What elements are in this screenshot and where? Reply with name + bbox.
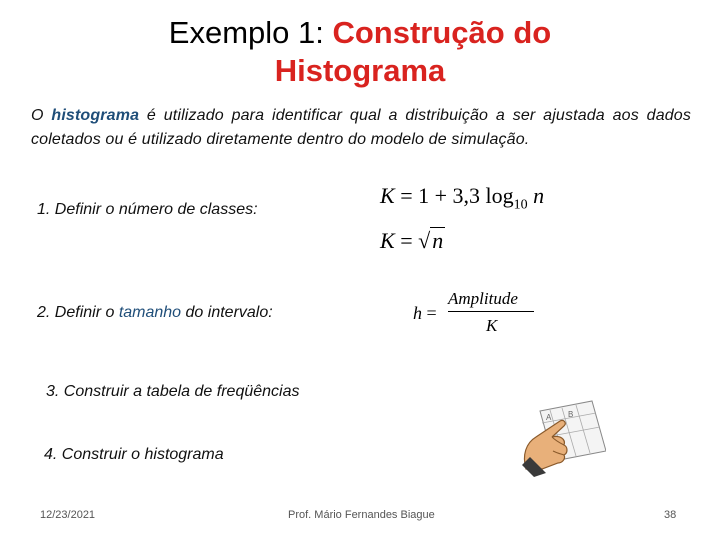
sqrt-icon: √: [418, 228, 431, 253]
formula3-lhs: h: [413, 303, 422, 323]
formula3-denominator: K: [486, 316, 498, 335]
footer-author: Prof. Mário Fernandes Biague: [288, 509, 435, 521]
footer-date: 12/23/2021: [40, 509, 96, 521]
intro-paragraph: [31, 104, 691, 152]
formula2-eq: =: [394, 228, 419, 253]
fraction-bar: [448, 311, 534, 312]
step2-prefix: 2. Definir o: [37, 304, 119, 321]
formula1-eq: = 1 + 3,3 log: [394, 183, 514, 208]
formula1-lhs: K: [380, 183, 395, 208]
intro-text-1: O: [31, 107, 52, 124]
svg-text:A: A: [546, 413, 552, 422]
title-prefix: Exemplo 1:: [168, 15, 333, 50]
svg-text:B: B: [568, 410, 574, 419]
step-1: 1. Definir o número de classes:: [37, 201, 258, 218]
slide-title: [60, 14, 660, 90]
step2-highlight: tamanho: [118, 304, 182, 321]
formula-interval-size: [413, 289, 543, 339]
formula2-lhs: K: [380, 228, 395, 253]
step-3: 3. Construir a tabela de freqüências: [46, 383, 300, 400]
step-2: [37, 304, 273, 322]
formula2-var: n: [432, 228, 444, 253]
formula1-var: n: [527, 183, 545, 208]
footer-page-number: 38: [664, 509, 677, 521]
pointing-hand-icon: [520, 395, 606, 477]
intro-text-2: é utilizado para identificar qual a distribuição a ser ajustada aos dados coletados ou é utilizado diretamente dentro do modelo de simulação.: [31, 107, 691, 148]
step-4: 4. Construir o histograma: [44, 446, 224, 463]
intro-highlight: histograma: [51, 107, 140, 124]
formula3-numerator: Amplitude: [448, 289, 518, 308]
step2-suffix: do intervalo:: [181, 304, 273, 321]
formula3-eq: =: [422, 303, 437, 323]
formula-classes-sqrt: [380, 228, 445, 254]
formula-classes-sturges: [380, 183, 544, 213]
formula3-lhs-wrap: [413, 303, 437, 324]
title-red-line2: Histograma: [274, 53, 446, 88]
formula1-sub: 10: [513, 197, 528, 213]
title-red-line1: Construção do: [332, 15, 552, 50]
